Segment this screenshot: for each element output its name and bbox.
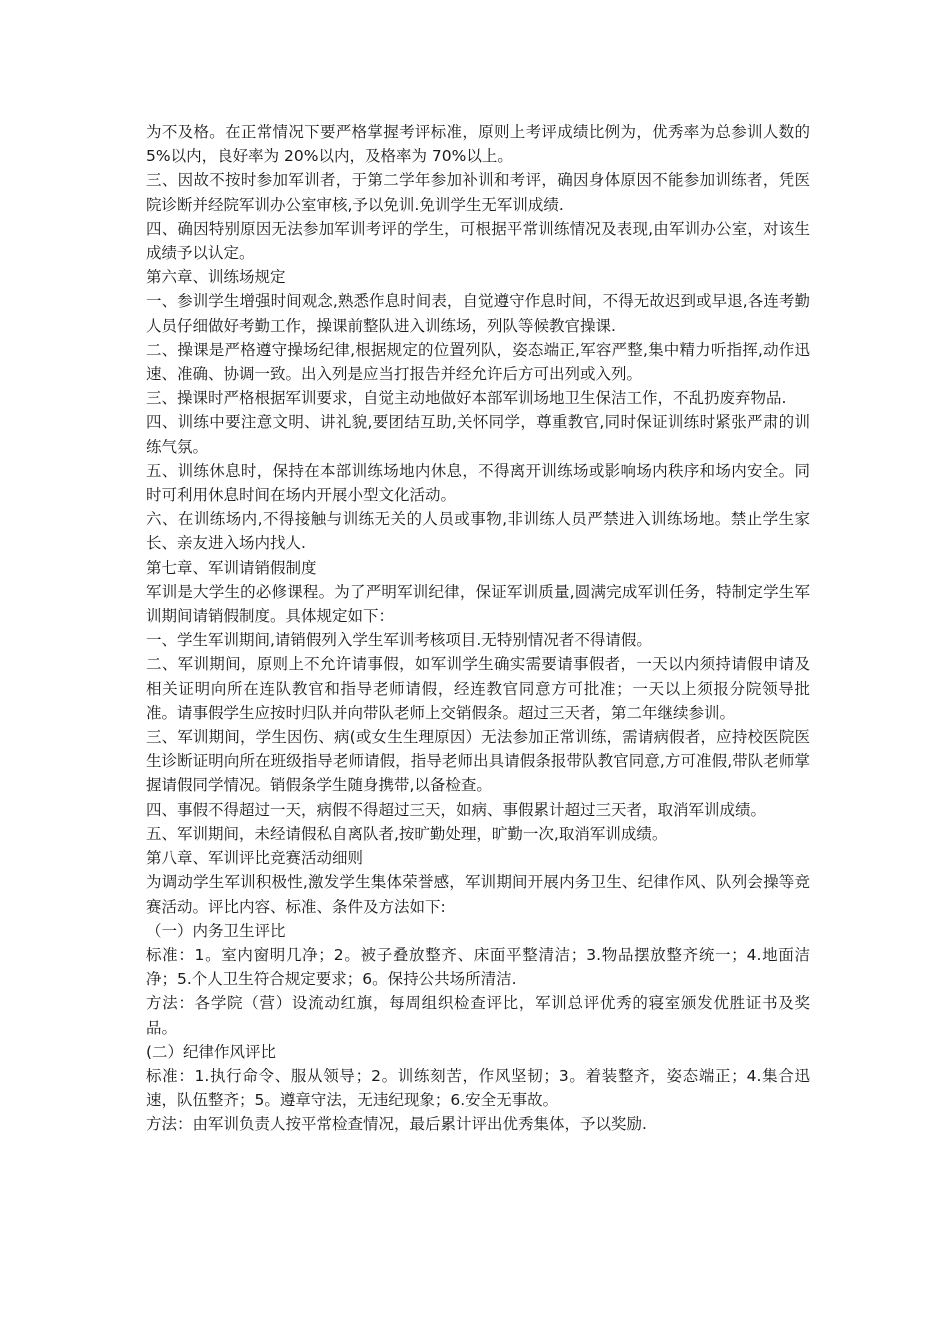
- section-heading-discipline: (二）纪律作风评比: [146, 1042, 277, 1061]
- paragraph-leave-1: 一、学生军训期间,请销假列入学生军训考核项目.无特别情况者不得请假。: [146, 631, 652, 650]
- document-page: [146, 120, 810, 1137]
- paragraph-leave-5: 五、军训期间，未经请假私自离队者,按旷勤处理，旷勤一次,取消军训成绩。: [146, 824, 668, 843]
- chapter-heading-6: 第六章、训练场规定: [146, 268, 286, 287]
- paragraph-leave-2: 二、军训期间，原则上不允许请事假，如军训学生确实需要请事假者，一天以内须持请假申请及相关证明向所在连队教官和指导老师请假，经连教官同意方可批准；一天以上须报分院领导批准。请事假学生应按时归队并向带队老师上交销假条。超过三天者，第二年继续参训。: [146, 655, 810, 722]
- paragraph-makeup-training: 三、因故不按时参加军训者，于第二学年参加补训和考评，确因身体原因不能参加训练者，凭医院诊断并经院军训办公室审核,予以免训.免训学生无军训成绩.: [146, 171, 810, 214]
- paragraph-rule-5: 五、训练休息时，保持在本部训练场地内休息，不得离开训练场或影响场内秩序和场内安全。同时可利用休息时间在场内开展小型文化活动。: [146, 461, 810, 505]
- paragraph-leave-4: 四、事假不得超过一天，病假不得超过三天，如病、事假累计超过三天者，取消军训成绩。: [146, 800, 767, 819]
- paragraph-rule-4: 四、训练中要注意文明、讲礼貌,要团结互助,关怀同学，尊重教官,同时保证训练时紧张严肃的训练气氛。: [146, 413, 810, 456]
- paragraph-grading-ratio: 为不及格。在正常情况下要严格掌握考评标准，原则上考评成绩比例为，优秀率为总参训人数的 5%以内，良好率为 20%以内，及格率为 70%以上。: [146, 123, 810, 166]
- paragraph-special-cases: 四、确因特别原因无法参加军训考评的学生，可根据平常训练情况及表现,由军训办公室，对该生成绩予以认定。: [146, 219, 810, 263]
- paragraph-hygiene-standard: 标准：1。室内窗明几净；2。被子叠放整齐、床面平整清洁；3.物品摆放整齐统一；4.地面洁净；5.个人卫生符合规定要求；6。保持公共场所清洁.: [146, 945, 810, 989]
- paragraph-leave-3: 三、军训期间，学生因伤、病(或女生生理原因）无法参加正常训练，需请病假者，应持校医院医生诊断证明向所在班级指导老师请假，指导老师出具请假条报带队教官同意,方可准假,带队老师掌握请假同学情况。销假条学生随身携带,以备检查。: [146, 728, 810, 795]
- paragraph-rule-3: 三、操课时严格根据军训要求，自觉主动地做好本部军训场地卫生保洁工作，不乱扔废弃物品.: [146, 389, 787, 408]
- paragraph-rule-1: 一、参训学生增强时间观念,熟悉作息时间表，自觉遵守作息时间，不得无故迟到或早退,各连考勤人员仔细做好考勤工作，操课前整队进入训练场，列队等候教官操课.: [146, 292, 810, 335]
- paragraph-rule-6: 六、在训练场内,不得接触与训练无关的人员或事物,非训练人员严禁进入训练场地。禁止学生家长、亲友进入场内找人.: [146, 510, 810, 553]
- paragraph-rule-2: 二、操课是严格遵守操场纪律,根据规定的位置列队，姿态端正,军容严整,集中精力听指挥,动作迅速、准确、协调一致。出入列是应当打报告并经允许后方可出列或入列。: [146, 340, 810, 384]
- paragraph-competition-intro: 为调动学生军训积极性,激发学生集体荣誉感，军训期间开展内务卫生、纪律作风、队列会操等竞赛活动。评比内容、标准、条件及方法如下:: [146, 873, 810, 916]
- paragraph-discipline-method: 方法：由军训负责人按平常检查情况，最后累计评出优秀集体，予以奖励.: [146, 1115, 647, 1134]
- chapter-heading-8: 第八章、军训评比竞赛活动细则: [146, 849, 364, 868]
- paragraph-leave-intro: 军训是大学生的必修课程。为了严明军训纪律，保证军训质量,圆满完成军训任务，特制定学生军训期间请销假制度。具体规定如下：: [146, 582, 810, 626]
- chapter-heading-7: 第七章、军训请销假制度: [146, 558, 317, 577]
- paragraph-discipline-standard: 标准：1.执行命令、服从领导；2。训练刻苦，作风坚韧；3。着装整齐，姿态端正；4.集合迅速，队伍整齐；5。遵章守法，无违纪现象；6.安全无事故。: [146, 1066, 810, 1110]
- paragraph-hygiene-method: 方法：各学院（营）设流动红旗，每周组织检查评比，军训总评优秀的寝室颁发优胜证书及奖品。: [146, 994, 810, 1037]
- section-heading-hygiene: （一）内务卫生评比: [146, 921, 286, 940]
